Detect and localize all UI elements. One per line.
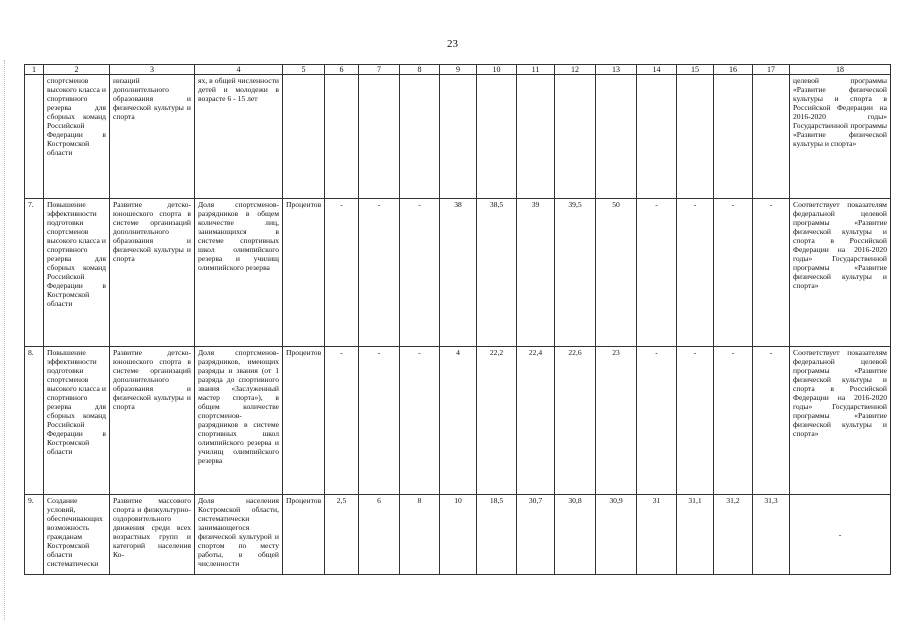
row-value: 22,6: [555, 347, 596, 495]
row-goal: Повышение эффективности подготовки спортсменов высокого класса и спортивного резерва для сборных команд Российской Федерации в Костромской области: [44, 199, 110, 347]
col-header: 1: [25, 65, 44, 75]
row-value: [359, 75, 400, 199]
row-value: 2,5: [325, 495, 359, 575]
row-value: [477, 75, 517, 199]
row-indicator: Доля спортсменов-разрядников, имеющих разряды и звания (от 1 разряда до спортивного звания «Заслуженный мастер спорта»), в общем количестве спортсменов-разрядников в системе спортивных школ олимпийского резерва и училищ олимпийского резерва: [195, 347, 283, 495]
col-header: 11: [517, 65, 555, 75]
row-value: [400, 75, 440, 199]
col-header: 6: [325, 65, 359, 75]
row-number: 9.: [25, 495, 44, 575]
table-row: [25, 75, 891, 199]
row-value: [440, 75, 477, 199]
row-value: -: [359, 347, 400, 495]
row-task: Развитие детско-юношеского спорта в системе организаций дополнительного образования и физической культуры и спорта: [110, 347, 195, 495]
row-value: [325, 75, 359, 199]
row-value: -: [714, 347, 753, 495]
row-value: [714, 75, 753, 199]
row-value: [677, 75, 714, 199]
row-value: -: [753, 347, 790, 495]
row-value: 18,5: [477, 495, 517, 575]
row-value: -: [677, 347, 714, 495]
row-note: целевой программы «Развитие физической культуры и спорта в Российской Федерации на 2016-2020 годы» Государственной программы «Развитие физической культуры и спорта»: [790, 75, 891, 199]
row-value: 31,3: [753, 495, 790, 575]
row-note: Соответствует показателям федеральной целевой программы «Развитие физической культуры и спорта в Российской Федерации на 2016-2020 годы» Государственной программы «Развитие физической культуры и спорта»: [790, 199, 891, 347]
row-number: 8.: [25, 347, 44, 495]
col-header: 13: [596, 65, 637, 75]
row-number: [25, 75, 44, 199]
row-value: [637, 75, 677, 199]
row-task: низаций дополнительного образования и физической культуры и спорта: [110, 75, 195, 199]
row-value: 6: [359, 495, 400, 575]
col-header: 12: [555, 65, 596, 75]
row-goal: спортсменов высокого класса и спортивного резерва для сборных команд Российской Федерации в Костромской области: [44, 75, 110, 199]
row-task: Развитие массового спорта и физкультурно-оздоровительного движения среди всех возрастных групп и категорий населения Ко-: [110, 495, 195, 575]
row-value: -: [325, 347, 359, 495]
row-indicator: ях, в общей численности детей и молодежи в возрасте 6 - 15 лет: [195, 75, 283, 199]
row-value: 22,2: [477, 347, 517, 495]
row-indicator: Доля спортсменов-разрядников в общем количестве лиц, занимающихся в системе спортивных школ олимпийского резерва и училищ олимпийского резерва: [195, 199, 283, 347]
row-value: [753, 75, 790, 199]
table-row: [25, 199, 891, 347]
row-value: 39: [517, 199, 555, 347]
row-value: 22,4: [517, 347, 555, 495]
column-number-row: [25, 65, 891, 75]
row-note: -: [790, 495, 891, 575]
row-value: 38: [440, 199, 477, 347]
row-value: -: [325, 199, 359, 347]
row-value: 23: [596, 347, 637, 495]
page-number: 23: [447, 38, 458, 50]
row-unit: Процентов: [283, 199, 325, 347]
col-header: 14: [637, 65, 677, 75]
row-value: 31: [637, 495, 677, 575]
row-value: -: [400, 347, 440, 495]
col-header: 16: [714, 65, 753, 75]
col-header: 18: [790, 65, 891, 75]
row-value: 4: [440, 347, 477, 495]
indicators-table: [24, 64, 891, 575]
row-value: [517, 75, 555, 199]
row-unit: Процентов: [283, 495, 325, 575]
row-value: 38,5: [477, 199, 517, 347]
row-value: [555, 75, 596, 199]
row-indicator: Доля населения Костромской области, систематически занимающегося физической культурой и спортом по месту работы, в общей численности: [195, 495, 283, 575]
row-value: -: [753, 199, 790, 347]
col-header: 4: [195, 65, 283, 75]
row-value: 30,9: [596, 495, 637, 575]
row-number: 7.: [25, 199, 44, 347]
col-header: 9: [440, 65, 477, 75]
col-header: 3: [110, 65, 195, 75]
row-goal: Повышение эффективности подготовки спортсменов высокого класса и спортивного резерва для сборных команд Российской Федерации в Костромской области: [44, 347, 110, 495]
row-value: 50: [596, 199, 637, 347]
row-note: Соответствует показателям федеральной целевой программы «Развитие физической культуры и спорта в Российской Федерации на 2016-2020 годы» Государственной программы «Развитие физической культуры и спорта»: [790, 347, 891, 495]
col-header: 10: [477, 65, 517, 75]
col-header: 15: [677, 65, 714, 75]
col-header: 5: [283, 65, 325, 75]
row-value: -: [400, 199, 440, 347]
row-value: 31,1: [677, 495, 714, 575]
row-unit: Процентов: [283, 347, 325, 495]
row-unit: [283, 75, 325, 199]
row-value: -: [359, 199, 400, 347]
row-value: [596, 75, 637, 199]
row-value: 10: [440, 495, 477, 575]
row-value: -: [637, 199, 677, 347]
col-header: 7: [359, 65, 400, 75]
col-header: 2: [44, 65, 110, 75]
row-goal: Создание условий, обеспечивающих возможность гражданам Костромской области систематически: [44, 495, 110, 575]
row-value: -: [677, 199, 714, 347]
row-value: -: [637, 347, 677, 495]
row-value: 30,7: [517, 495, 555, 575]
table-row: [25, 495, 891, 575]
row-value: -: [714, 199, 753, 347]
scan-edge-dots: [4, 60, 7, 620]
row-value: 30,8: [555, 495, 596, 575]
row-task: Развитие детско-юношеского спорта в системе организаций дополнительного образования и физической культуры и спорта: [110, 199, 195, 347]
col-header: 8: [400, 65, 440, 75]
table-row: [25, 347, 891, 495]
row-value: 39,5: [555, 199, 596, 347]
row-value: 8: [400, 495, 440, 575]
col-header: 17: [753, 65, 790, 75]
row-value: 31,2: [714, 495, 753, 575]
